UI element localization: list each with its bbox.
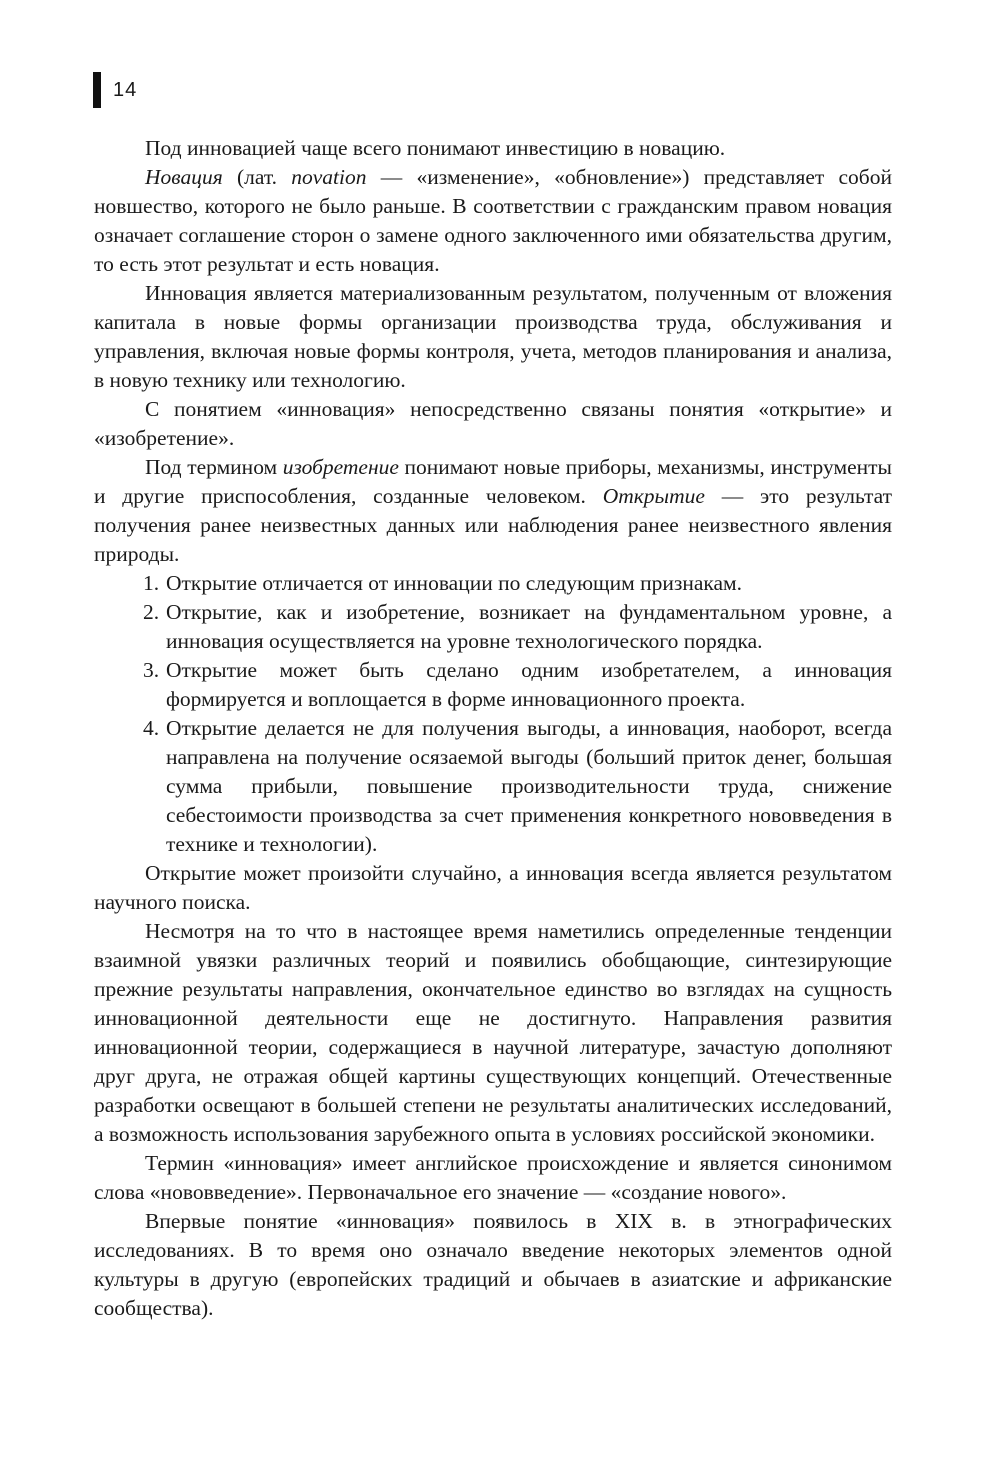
page-number: 14 [113,78,138,101]
page-marker-bar [93,72,101,108]
page-header [93,72,137,108]
list-item: 3. Открытие может быть сделано одним изобретателем, а инновация формируется и воплощается в форме инновационного проекта. [143,658,892,711]
paragraph: Термин «инновация» имеет английское происхождение и является синонимом слова «нововведение». Первоначальное его значение — «создание нового». [94,1151,892,1204]
list-item: 4. Открытие делается не для получения выгоды, а инновация, наоборот, всегда направлена на получение осязаемой выгоды (больший приток денег, большая сумма прибыли, повышение производительности труда, снижение себестоимости производства за счет применения конкретного нововведения в технике и технологии). [143,716,892,856]
numbered-list [94,569,892,859]
paragraph: Несмотря на то что в настоящее время наметились определенные тенденции взаимной увязки различных теорий и появились обобщающие, синтезирующие прежние результаты направления, окончательное единство во взглядах на сущность инновационной деятельности еще не достигнуто. Направления развития инновационной теории, содержащиеся в научной литературе, зачастую дополняют друг друга, не отражая общей картины существующих концепций. Отечественные разработки освещают в большей степени не результаты аналитических исследований, а возможность использования зарубежного опыта в условиях российской экономики. [94,919,892,1146]
list-item: 2. Открытие, как и изобретение, возникает на фундаментальном уровне, а инновация осуществляется на уровне технологического порядка. [143,600,892,653]
latin-word: novation [291,165,367,189]
paragraph: С понятием «инновация» непосредственно связаны понятия «открытие» и «изобретение». [94,397,892,450]
paragraph: Под термином изобретение понимают новые приборы, механизмы, инструменты и другие приспособления, созданные человеком. Открытие — это результат получения ранее неизвестных данных или наблюдения ранее неизвестного явления природы. [94,455,892,566]
paragraph: Инновация является материализованным результатом, полученным от вложения капитала в новые формы организации производства труда, обслуживания и управления, включая новые формы контроля, учета, методов планирования и анализа, в новую технику или технологию. [94,281,892,392]
paragraph: Под инновацией чаще всего понимают инвестицию в новацию. [145,136,726,160]
paragraph: Открытие может произойти случайно, а инновация всегда является результатом научного поиска. [94,861,892,914]
paragraph: Впервые понятие «инновация» появилось в XIX в. в этнографических исследованиях. В то время оно означало введение некоторых элементов одной культуры в другую (европейских традиций и обычаев в азиатские и африканские сообщества). [94,1209,892,1320]
term-novation: Новация [145,165,223,189]
term-discovery: Открытие [602,484,705,508]
list-item: 1. Открытие отличается от инновации по следующим признакам. [143,571,743,595]
term-invention: изобретение [282,455,399,479]
paragraph: Новация (лат. novation — «изменение», «обновление») представляет собой новшество, которого не было раньше. В соответствии с гражданским правом новация означает соглашение сторон о замене одного заключенного ими обязательства другим, то есть этот результат и есть новация. [94,165,893,276]
page-body [94,134,892,1323]
